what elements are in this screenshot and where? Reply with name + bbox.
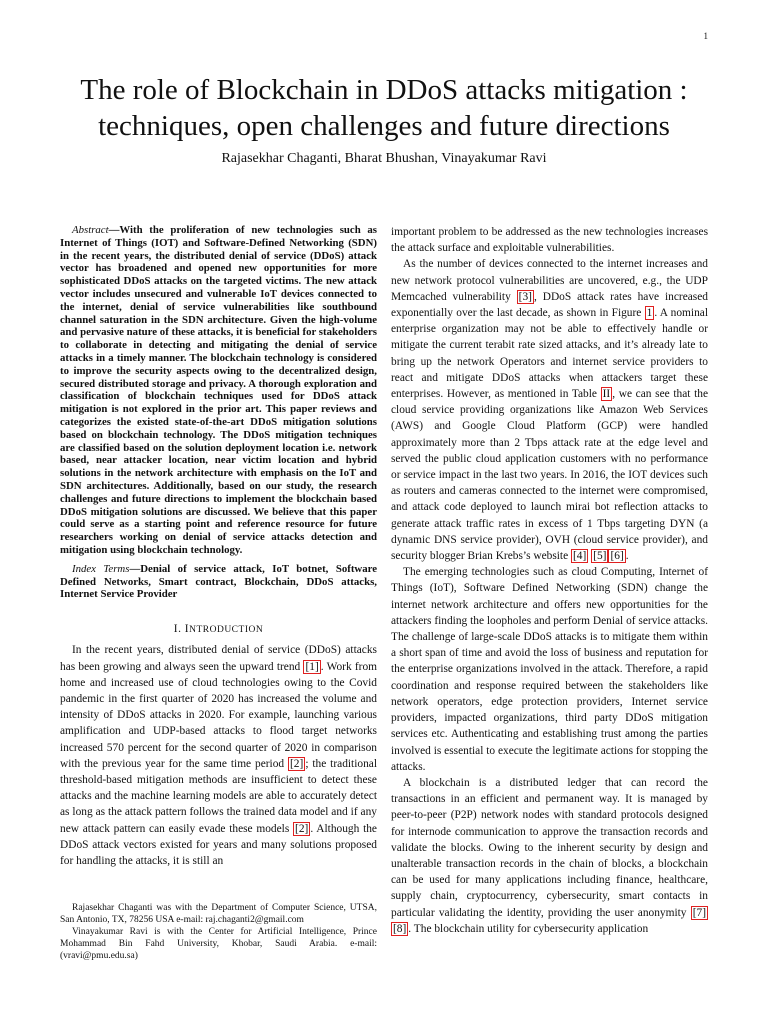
citation-link[interactable]: [3] <box>518 290 532 303</box>
page-number: 1 <box>703 31 708 41</box>
footnotes <box>60 902 377 962</box>
blockchain-paragraph <box>391 775 708 937</box>
index-terms <box>60 563 377 601</box>
page-bottom-margin <box>0 992 768 1024</box>
abstract-text: —With the proliferation of new technologies such as Internet of Things (IOT) and Software-Defined Networking (SDN) in the recent years, the distributed denial of service (DDoS) attack vector has broadened and opened new opportunities for more sophisticated DDoS attacks on the targeted victims. The new attack vector includes unsecured and vulnerable IoT devices connected to the internet, denial of service vulnerabilities like southbound channel saturation in the SDN architecture. Given the high-volume and pervasive nature of these attacks, it is beneficial for stakeholders to collaborate in detecting and mitigating the denial of service attacks in a timely manner. The blockchain technology is considered to improve the security aspects owing to the decentralized design, secured distributed storage and privacy. A thorough exploration and classification of blockchain techniques used for DDoS attack mitigation is not explored in the prior art. This paper reviews and categorizes the existed state-of-the-art DDoS mitigation solutions based on blockchain technology. The DDoS mitigation techniques are classified based on the solution deployment location i.e. network based, near attacker location, near victim location and hybrid solutions in the network architecture with emphasis on the IoT and SDN architectures. Additionally, based on our study, the research challenges and future directions to implement the blockchain based DDoS mitigation solutions are discussed. We believe that this paper could serve as a starting point and reference resource for future researchers working on denial of service attacks detection and mitigation using blockchain technology. <box>60 224 377 556</box>
section-title-first-letter: I <box>184 623 190 636</box>
intro-text-d: . Although the DDoS attack vectors existed for years and many solutions proposed for handling the attacks, it is still an <box>60 822 377 867</box>
footnote-author-3: Vinayakumar Ravi is with the Center for Artificial Intelligence, Prince Mohammad Bin Fahd University, Khobar, Saudi Arabia. e-mail:(vravi@pmu.edu.sa) <box>60 927 377 961</box>
continued-paragraph: important problem to be addressed as the new technologies increases the attack surface and exploitable vulnerabilities. <box>391 226 708 255</box>
text: . The blockchain utility for cybersecurity application <box>408 922 649 935</box>
abstract <box>60 224 377 557</box>
citation-link[interactable]: [8] <box>393 922 407 935</box>
right-column <box>391 224 708 937</box>
figure-link[interactable]: 1 <box>646 307 653 320</box>
index-terms-label: Index Terms <box>72 562 130 575</box>
author-list: Rajasekhar Chaganti, Bharat Bhushan, Vinayakumar Ravi <box>221 151 547 166</box>
citation-link[interactable]: [2] <box>290 757 304 770</box>
citation-link[interactable]: [5] <box>593 550 607 563</box>
text: As the number of devices connected to the internet increases and new network protocol vulnerabilities are uncovered, e.g., the UDP Memcached vulnerability <box>391 258 708 303</box>
emerging-tech-paragraph: The emerging technologies such as cloud Computing, Internet of Things (IoT), Software Defined Networking (SDN) change the internet network architecture and offers new opportunities for the attackers finding the loopholes and perform Denial of service attacks. The challenge of large-scale DDoS attacks is to mitigate them within a short span of time and avoid the loss of business and reputation for the enterprise organizations involved in the attack. Therefore, a rapid coordination and response required between the stakeholders like network operators, edge protection providers, Internet service providers, impacted organizations, third party DDoS mitigation services etc. Authenticating and establishing trust among the parties involved is essential to execute the legitimate actions for stopping the attacks. <box>391 566 708 773</box>
intro-paragraph-1 <box>60 642 377 869</box>
citation-link[interactable]: [4] <box>573 550 587 563</box>
text: , DDoS attack rates have increased exponentially over the last decade, as shown in Figure <box>391 290 708 320</box>
citation-link[interactable]: [2] <box>295 822 309 835</box>
citation-link[interactable]: [6] <box>610 550 624 563</box>
index-terms-text: —Denial of service attack, IoT botnet, Software Defined Networks, Smart contract, Blockchain, DDoS attacks, Internet Service Provider <box>60 562 378 601</box>
intro-text-b: . Work from home and increased use of cloud technologies owing to the Covid pandemic in the first quarter of 2020 has increased the volume and intensity of DDoS attacks in 2020. For example, launching various amplification and UDP-based attacks to flood target networks increased 570 percent for the second quarter of 2020 in comparison with the previous year for the same time period <box>60 660 377 770</box>
intro-text-a: In the recent years, distributed denial of service (DDoS) attacks has been growing and always seen the upward trend <box>60 644 377 673</box>
text: . A nominal enterprise organization may not be able to effectively handle or mitigate the current terabit rate sized attacks, and it’s already late to bring up the network Operators and internet service providers to react and mitigate DDoS attacks when attackers target these enterprises. However, as mentioned in Table <box>391 307 708 401</box>
attack-rates-paragraph <box>391 256 708 564</box>
text: , we can see that the cloud service providing organizations like Amazon Web Services (AWS) and Google Cloud Platform (GCP) were handled approximately more than 2 Tbps attack rate at the edge level and served the public cloud application customers with no performance or service impact in the last two years. In 2016, the IOT devices such as routers and cameras connected to the internet were compromised, and attack code deployed to launch mirai bot reflection attacks to generate attack traffic rates in excess of 1 Tbps targeting DYN (a dynamic DNS service provider), OVH (cloud service provider), and security blogger Brian Krebs’s website <box>391 388 708 563</box>
section-title-rest: NTRODUCTION <box>189 625 264 636</box>
intro-text-c: ; the traditional threshold-based mitigation methods are insufficient to detect these attacks and the machine learning models are able to accurately detect as long as the attack pattern follows the trained data model and if any new attack pattern can easily evade these models <box>60 757 377 835</box>
text: A blockchain is a distributed ledger that can record the transactions in an efficient and permanent way. It is managed by peer-to-peer (P2P) network nodes with standard protocols designed for internode communication to approve the transaction records and validate the blocks. Owing to the inherent security by design and unalterable transaction records in the chain of blocks, a blockchain can be used for many applications including finance, healthcare, supply chain, cryptocurrency, cybersecurity, smart contacts in particular validating the identity, providing the user anonymity <box>391 776 708 919</box>
section-numeral: I. <box>173 623 182 636</box>
abstract-label: Abstract <box>72 224 109 236</box>
left-column <box>60 224 377 869</box>
section-heading-introduction <box>60 621 377 638</box>
footnote-author-1: Rajasekhar Chaganti was with the Department of Computer Science, UTSA, San Antonio, TX, 78256 USA e-mail: raj.chaganti2@gmail.com <box>60 903 377 925</box>
text: . <box>625 550 629 563</box>
paper-title: The role of Blockchain in DDoS attacks mitigation : techniques, open challenges and future directions <box>80 74 688 142</box>
citation-link[interactable]: [7] <box>692 906 706 919</box>
table-link[interactable]: II <box>602 388 611 401</box>
citation-link[interactable]: [1] <box>305 660 319 673</box>
